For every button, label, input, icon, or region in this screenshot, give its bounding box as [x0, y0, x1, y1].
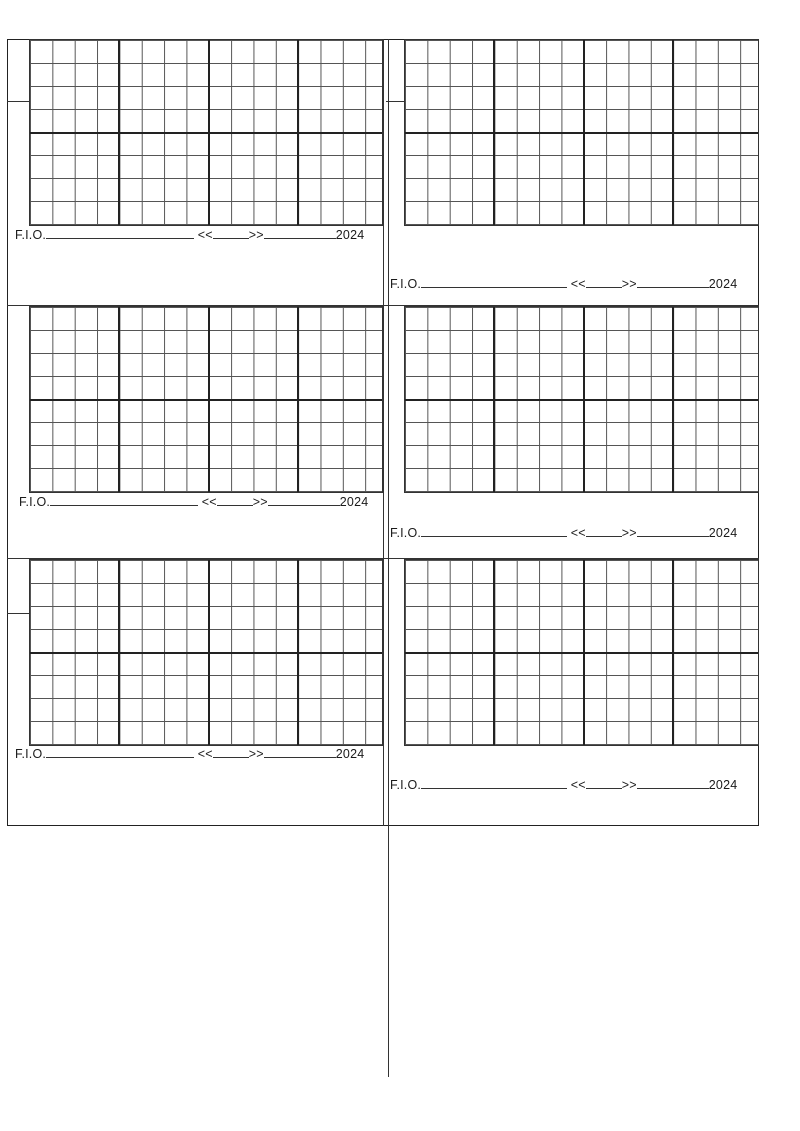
name-blank[interactable]	[421, 525, 567, 537]
grid-card-5	[29, 559, 383, 746]
signature-line-card-5	[15, 746, 364, 762]
close-quote: >>	[252, 495, 268, 509]
month-blank[interactable]	[637, 777, 709, 789]
name-blank[interactable]	[46, 746, 194, 758]
name-blank[interactable]	[421, 777, 567, 789]
name-blank[interactable]	[50, 494, 198, 506]
signature-line-card-4	[390, 525, 737, 541]
name-blank[interactable]	[46, 227, 194, 239]
day-blank[interactable]	[213, 746, 249, 758]
close-quote: >>	[248, 228, 264, 242]
fio-label: F.I.O.	[15, 228, 47, 242]
close-quote: >>	[621, 526, 637, 540]
open-quote: <<	[197, 747, 213, 761]
day-blank[interactable]	[586, 276, 622, 288]
margin-tick	[386, 101, 406, 102]
month-blank[interactable]	[264, 746, 336, 758]
signature-line-card-3	[19, 494, 368, 510]
year: 2024	[335, 747, 365, 761]
day-blank[interactable]	[217, 494, 253, 506]
signature-line-card-1	[15, 227, 364, 243]
open-quote: <<	[201, 495, 217, 509]
open-quote: <<	[570, 277, 586, 291]
close-quote: >>	[621, 277, 637, 291]
open-quote: <<	[570, 526, 586, 540]
close-quote: >>	[248, 747, 264, 761]
grid-card-2	[404, 39, 759, 226]
fio-label: F.I.O.	[19, 495, 51, 509]
month-blank[interactable]	[264, 227, 336, 239]
signature-line-card-6	[390, 777, 737, 793]
close-quote: >>	[621, 778, 637, 792]
fio-label: F.I.O.	[390, 277, 422, 291]
grid-card-6	[404, 559, 759, 746]
open-quote: <<	[570, 778, 586, 792]
year: 2024	[335, 228, 365, 242]
year: 2024	[339, 495, 369, 509]
month-blank[interactable]	[637, 525, 709, 537]
day-blank[interactable]	[213, 227, 249, 239]
month-blank[interactable]	[637, 276, 709, 288]
fio-label: F.I.O.	[390, 778, 422, 792]
year: 2024	[708, 277, 738, 291]
grid-card-4	[404, 306, 759, 493]
center-cut-line-left	[383, 39, 384, 826]
fio-label: F.I.O.	[390, 526, 422, 540]
signature-line-card-2	[390, 276, 737, 292]
fio-label: F.I.O.	[15, 747, 47, 761]
margin-tick	[7, 613, 31, 614]
day-blank[interactable]	[586, 525, 622, 537]
year: 2024	[708, 778, 738, 792]
grid-card-1	[29, 39, 383, 226]
margin-tick	[7, 101, 31, 102]
day-blank[interactable]	[586, 777, 622, 789]
open-quote: <<	[197, 228, 213, 242]
year: 2024	[708, 526, 738, 540]
grid-card-3	[29, 306, 383, 493]
month-blank[interactable]	[268, 494, 340, 506]
name-blank[interactable]	[421, 276, 567, 288]
